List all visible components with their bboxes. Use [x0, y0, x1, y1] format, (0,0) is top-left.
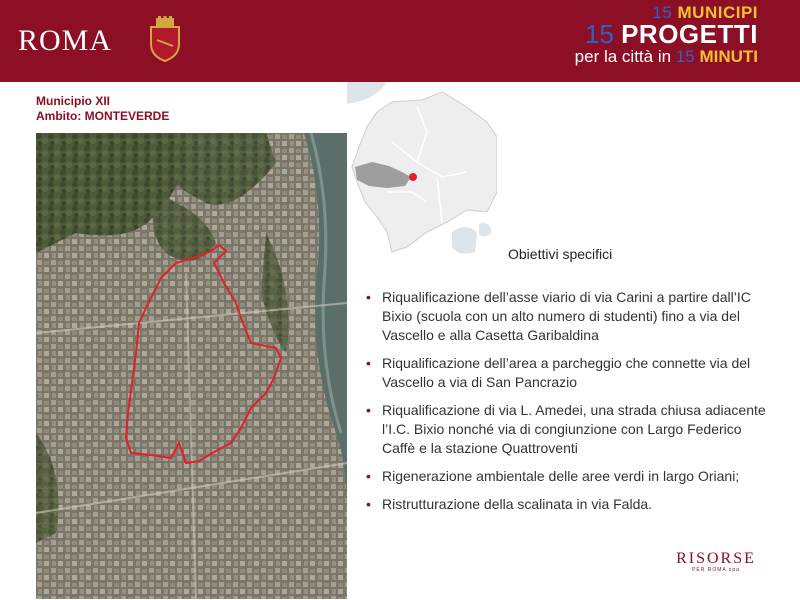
campaign-line3-number: 15: [675, 47, 695, 66]
list-item: • Riqualificazione dell’area a parcheggio che connette via del Vascello a via di San Pancrazio: [366, 355, 751, 390]
location-marker: [409, 173, 417, 181]
aerial-map: [36, 133, 347, 599]
rome-crest-icon: [147, 16, 183, 62]
list-item: • Riqualificazione dell’asse viario di via Carini a partire dall’IC Bixio (scuola con un alto numero di studenti) fino a via del Vascello e alla Casetta Garibaldina: [366, 289, 751, 343]
risorse-logo-tagline: PER ROMA spa: [692, 567, 740, 573]
list-item: • Ristrutturazione della scalinata in via Falda.: [366, 496, 653, 512]
bullet-icon: •: [366, 289, 371, 305]
list-item: • Riqualificazione di via L. Amedei, una strada chiusa adiacente l’I.C. Bixio nonché via di congiunzione con Largo Federico Caffè e la stazione Quattroventi: [366, 402, 766, 456]
campaign-line2-number: 15: [584, 19, 614, 49]
municipio-name: Municipio XII: [36, 94, 110, 108]
municipio-ambito: Ambito: MONTEVERDE: [36, 109, 170, 123]
bullet-icon: •: [366, 355, 371, 371]
campaign-line1-number: 15: [652, 3, 673, 22]
bullet-icon: •: [366, 468, 371, 484]
list-item: • Rigenerazione ambientale delle aree verdi in largo Oriani;: [366, 468, 740, 484]
rome-location-map: [347, 82, 497, 257]
bullet-icon: •: [366, 496, 371, 512]
roma-logo-text: ROMA: [18, 24, 113, 57]
campaign-line3-word: MINUTI: [699, 47, 758, 66]
objectives-title: Obiettivi specifici: [508, 246, 613, 262]
risorse-logo: [676, 550, 756, 573]
objectives-list: [366, 288, 776, 523]
risorse-logo-name: RISORSE: [676, 550, 756, 567]
campaign-title: [575, 4, 758, 65]
campaign-line2-word: PROGETTI: [621, 19, 758, 49]
bullet-icon: •: [366, 402, 371, 418]
municipio-info: [36, 94, 169, 124]
campaign-line1-word: MUNICIPI: [677, 3, 758, 22]
header-bar: [0, 0, 800, 82]
campaign-line3-prefix: per la città in: [574, 47, 672, 66]
